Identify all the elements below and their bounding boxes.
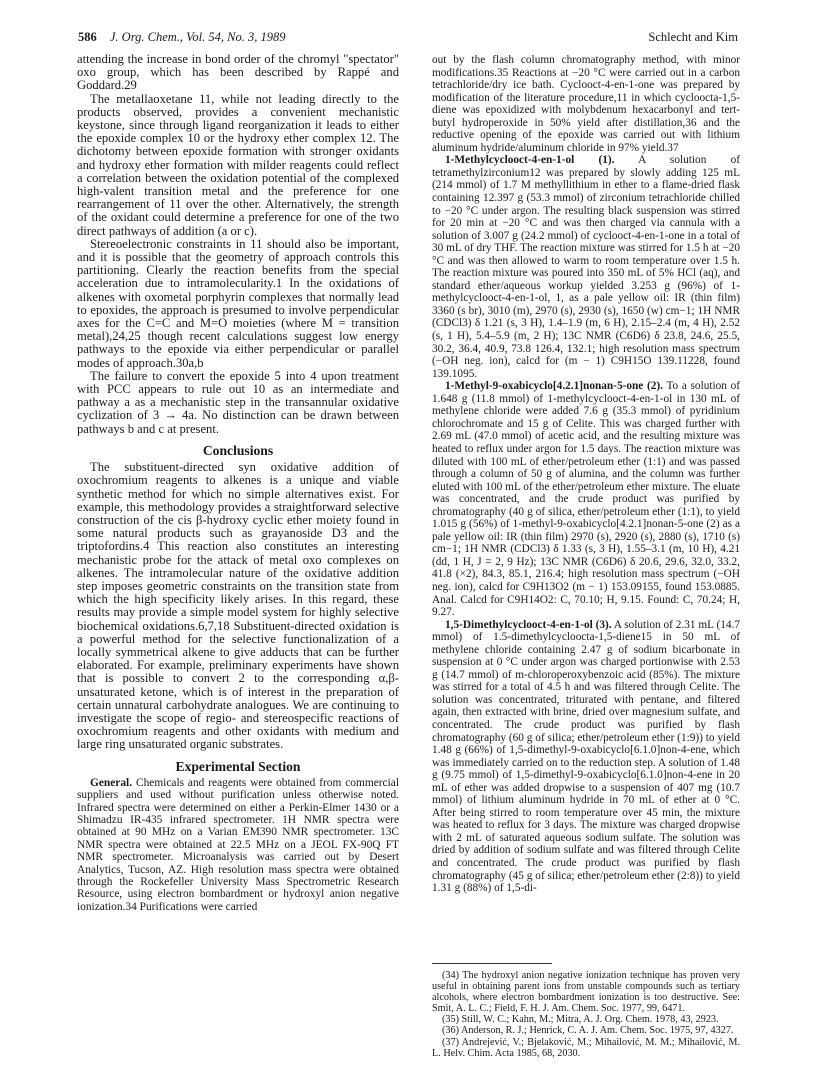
paragraph-text: Chemicals and reagents were obtained from commercial suppliers and used without purification unless otherwise noted. Infrared spectra were determined on either a Perkin-Elmer 1430 or a Shimadzu IR-435 infrared spectrometer. 1H NMR spectra were obtained at 90 MHz on a Varian EM390 NMR spectrometer. 13C NMR spectra were obtained at 22.5 MHz on a JEOL FX-90Q FT NMR spectrometer. Microanalysis was carried out by Desert Analytics, Tucson, AZ. High resolution mass spectra were obtained through the Rockefeller University Mass Spectrometric Research Resource, using electron bombardment or hydroxyl anion negative ionization.34 Purifications were carried [77, 776, 399, 913]
right-column [432, 54, 740, 895]
section-heading-experimental: Experimental Section [175, 758, 301, 774]
footnote: (35) Still, W. C.; Kahn, M.; Mitra, A. J. Org. Chem. 1978, 43, 2923. [442, 1014, 719, 1026]
paragraph-compound-2 [432, 380, 740, 618]
paragraph: Stereoelectronic constraints in 11 should also be important, and it is possible that the geometry of approach controls this partitioning. Clearly the reaction benefits from the special acceleration due to intramolecularity.1 In the oxidations of alkenes with oxometal porphyrin complexes that normally lead to epoxides, the approach is presumed to involve perpendicular axes for the C=C and M=O moieties (where M = transition metal),24,25 though recent calculations suggest low energy pathways to the epoxide via either perpendicular or parallel modes of approach.30a,b [77, 236, 399, 370]
paragraph: The failure to convert the epoxide 5 into 4 upon treatment with PCC appears to rule out 10 as an intermediate and pathway a as a mechanistic step in the transannular oxidative cyclization of 3 → 4a. No distinction can be drawn between pathways b and c at present. [77, 368, 399, 436]
paragraph-compound-1 [432, 154, 740, 380]
footnote: (36) Anderson, R. J.; Henrick, C. A. J. Am. Chem. Soc. 1975, 97, 4327. [442, 1025, 734, 1037]
runin-heading: General. [90, 776, 133, 789]
footnote: (37) Andrejević, V.; Bjelaković, M.; Mihailović, M. M.; Mihailović, M. L. Helv. Chim. Acta 1985, 68, 2030. [432, 1036, 740, 1059]
page-number: 586 [78, 30, 97, 44]
paragraph: attending the increase in bond order of the chromyl "spectator" oxo group, which has been described by Rappé and Goddard.29 [77, 52, 399, 93]
paragraph: The metallaoxetane 11, while not leading directly to the products observed, provides a convenient mechanistic keystone, since through ligand reorganization it leads to either the epoxide complex 10 or the hydroxy ether complex 12. The dichotomy between epoxide formation with stronger oxidants and hydroxy ether formation with milder reagents could reflect a correlation between the oxidation potential of the complexed high-valent transition metal and the preference for one rearrangement of 11 over the other. Alternatively, the strength of the oxidant could determine a preference for one of the two direct pathways of addition (a or c). [77, 91, 399, 238]
paragraph: out by the flash column chromatography method, with minor modifications.35 Reactions at −20 °C were carried out in a carbon tetrachloride/dry ice bath. Cyclooct-4-en-1-one was prepared by modification of the literature procedure,11 in which cycloocta-1,5-diene was epoxidized with molybdenum hexacarbonyl and tert-butyl hydroperoxide in 50% yield after distillation,36 and the reductive opening of the epoxide was carried out with lithium aluminum hydride/aluminum chloride in 97% yield.37 [432, 54, 740, 154]
left-column [77, 53, 399, 913]
paragraph-text: A solution of tetramethylzirconium12 was prepared by slowly adding 125 mL (214 mmol) of 1.7 M methyllithium in ether to a flame-dried flask containing 12.397 g (53.3 mmol) of zirconium tetrachloride chilled to −20 °C under argon. The resulting black suspension was stirred for 20 min at −20 °C and was then charged via cannula with a solution of 3.007 g (24.2 mmol) of cyclooct-4-en-1-one in a total of 30 mL of dry THF. The reaction mixture was stirred for 1.5 h at −20 °C and was then allowed to warm to room temperature over 1.5 h. The reaction mixture was poured into 350 mL of 5% HCl (aq), and standard ether/aqueous workup yielded 3.253 g (96%) of 1-methylcyclooct-4-en-1-ol, 1, as a pale yellow oil: IR (thin film) 3360 (s br), 3010 (m), 2970 (s), 2930 (s), 1650 (w) cm−1; 1H NMR (CDCl3) δ 1.21 (s, 3 H), 1.4–1.9 (m, 6 H), 2.15–2.4 (m, 4 H), 2.52 (s, 1 H), 5.4–5.9 (m, 2 H); 13C NMR (C6D6) δ 23.8, 24.6, 25.5, 30.2, 36.4, 40.9, 73.8 126.4, 132.1; high resolution mass spectrum (−OH neg. ion), calcd for (m − 1) C9H15O 139.11228, found 139.1095. [432, 154, 741, 380]
runin-heading: 1,5-Dimethylcyclooct-4-en-1-ol (3). [445, 618, 612, 631]
runin-heading: 1-Methyl-9-oxabicyclo[4.2.1]nonan-5-one (2). [445, 380, 663, 393]
paragraph: The substituent-directed syn oxidative addition of oxochromium reagents to alkenes is a unique and viable synthetic method for which no simple alternatives exist. For example, this methodology provides a straightforward selective construction of the cis β-hydroxy cyclic ether moiety found in some natural products such as grayanoside D3 and the triptofordins.4 This reaction also constitutes an interesting mechanistic probe for the attack of metal oxo complexes on alkenes. The intramolecular nature of the oxidative addition step imposes geometric constraints on the transition state from which the high specificity likely arises. In this regard, these results may provide a simple model system for highly selective biochemical oxidations.6,7,18 Substituent-directed oxidation is a powerful method for the selective functionalization of a locally symmetrical alkene to give adducts that can be further elaborated. For example, preliminary experiments have shown that is possible to convert 2 to the corresponding α,β-unsaturated ketone, which is of interest in the preparation of certain unnatural carbohydrate analogues. We are continuing to investigate the scope of regio- and stereospecific reactions of oxochromium reagents and other oxidants with medium and large ring unsaturated organic substrates. [77, 460, 399, 752]
section-heading-conclusions: Conclusions [202, 442, 274, 458]
footnote: (34) The hydroxyl anion negative ionization technique has proven very useful in obtaining parent ions from unstable compounds such as tertiary alcohols, where electron bombardment ionization is too destructive. See: Smit, A. L. C.; Field, F. H. J. Am. Chem. Soc. 1977, 99, 6471. [432, 970, 740, 1015]
paragraph-text: A solution of 2.31 mL (14.7 mmol) of 1.5-dimethylcycloocta-1,5-diene15 in 50 mL of methylene chloride containing 2.47 g of sodium bicarbonate in suspension at 0 °C under argon was charged portionwise with 2.53 g (14.7 mmol) of m-chloroperoxybenzoic acid (85%). The mixture was stirred for a total of 4.5 h and was filtered through Celite. The solution was concentrated, triturated with pentane, and filtered again, then extracted with brine, dried over magnesium sulfate, and concentrated. The crude product was purified by flash chromatography (60 g of silica; ether/petroleum ether (1:9)) to yield 1.48 g (66%) of 1,5-dimethyl-9-oxabicyclo[6.1.0]non-4-ene, which was immediately carried on to the reduction step. A solution of 1.48 g (9.75 mmol) of 1,5-dimethyl-9-oxabicyclo[6.1.0]non-4-ene in 20 mL of ether was added dropwise to a suspension of 407 mg (10.7 mmol) of lithium aluminum hydride in 70 mL of ether at 0 °C. After being stirred to room temperature over 45 min, the mixture was heated to reflux for 3 days. The mixture was charged dropwise with 2 mL of saturated aqueous sodium sulfate. The solution was dried by addition of sodium sulfate and was filtered through Celite and concentrated. The crude product was purified by flash chromatography (45 g of silica; ether/petroleum ether (2:8)) to yield 1.31 g (88%) of 1,5-di- [432, 618, 741, 895]
running-header [78, 30, 738, 46]
footnotes [432, 963, 740, 1059]
paragraph-text: To a solution of 1.648 g (11.8 mmol) of 1-methylcyclooct-4-en-1-ol in 130 mL of methylene chloride were added 7.6 g (35.3 mmol) of pyridinium chlorochromate and 15 g of Celite. This was charged further with 2.69 mL (47.0 mmol) of acetic acid, and the resulting mixture was heated to reflux under argon for 1.5 days. The reaction mixture was diluted with 100 mL of ether/petroleum ether (1:1) and was passed through a column of 50 g of alumina, and the column was further eluted with 100 mL of the ether/petroleum ether mixture. The eluate was concentrated, and the crude product was purified by chromatography (40 g of silica, ether/petroleum ether (1:1), to yield 1.015 g (56%) of 1-methyl-9-oxabicyclo[4.2.1]nonan-5-one (2) as a pale yellow oil: IR (thin film) 2970 (s), 2920 (s), 2880 (s), 1710 (s) cm−1; 1H NMR (CDCl3) δ 1.33 (s, 3 H), 1.55–3.1 (m, 10 H), 4.21 (dd, 1 H, J = 2, 9 Hz); 13C NMR (C6D6) δ 20.6, 29.6, 32.0, 33.2, 41.8 (×2), 84.3, 85.1, 216.4; high resolution mass spectrum (−OH neg. ion), calcd for C9H13O2 (m − 1) 153.09155, found 153.0885. Anal. Calcd for C9H14O2: C, 70.10; H, 9.15. Found: C, 70.24; H, 9.27. [432, 380, 741, 619]
running-authors: Schlecht and Kim [648, 30, 738, 44]
paragraph-general [77, 777, 399, 913]
footnote-rule [432, 963, 552, 964]
paragraph-compound-3 [432, 619, 740, 895]
runin-heading: 1-Methylcyclooct-4-en-1-ol (1). [445, 154, 615, 167]
journal-citation: J. Org. Chem., Vol. 54, No. 3, 1989 [109, 30, 286, 44]
